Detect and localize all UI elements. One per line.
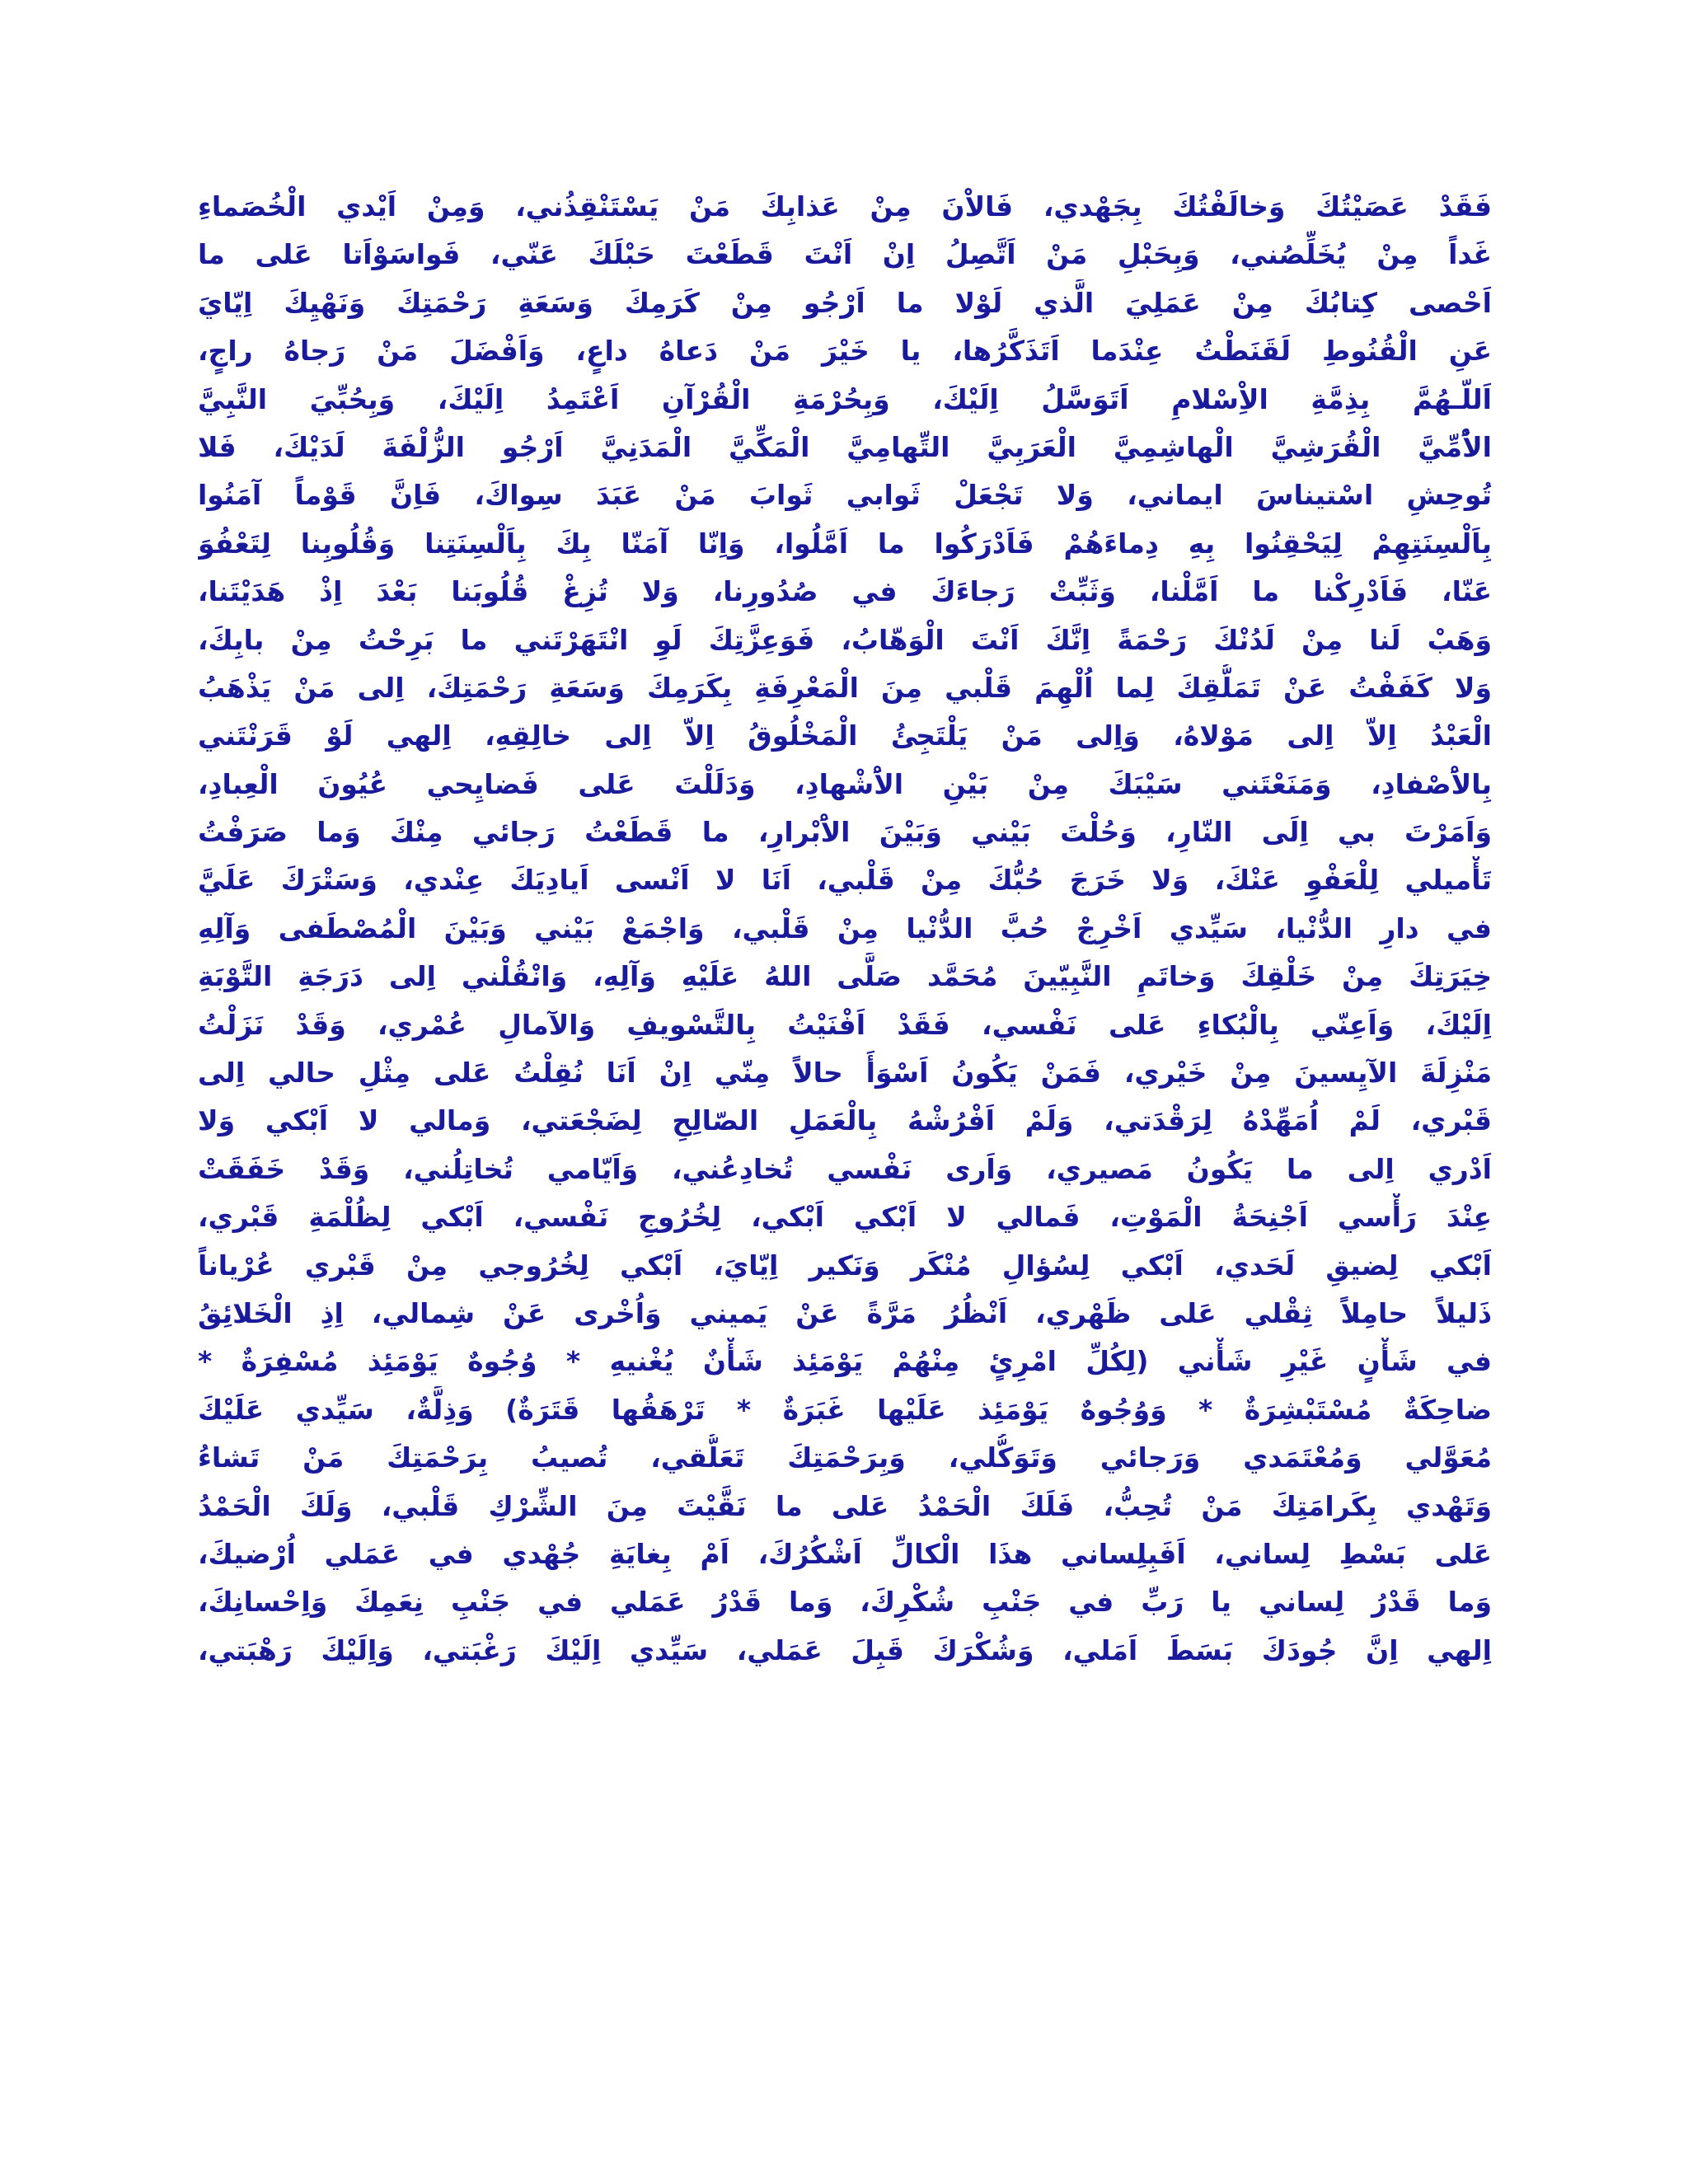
- text-line-1: فَقَدْ عَصَيْتُكَ وَخالَفْتُكَ بِجَهْدي، فَالاْنَ مِنْ عَذابِكَ مَنْ يَسْتَنْقِذُني، وَمِنْ اَيْدي الْخُصَماءِ: [198, 190, 1492, 223]
- arabic-text-block: [198, 183, 1492, 1675]
- text-line-31: اِلهي اِنَّ جُودَكَ بَسَطَ اَمَلي، وَشُكْرَكَ قَبِلَ عَمَلي، سَيِّدي اِلَيْكَ رَغْبَتي، وَاِلَيْكَ رَهْبَتي،: [198, 1633, 1492, 1666]
- text-line-11: وَلا كَفَفْتُ عَنْ تَمَلُّقِكَ لِما اُلْهِمَ قَلْبي مِنَ الْمَعْرِفَةِ بِكَرَمِكَ وَسَعَةِ رَحْمَتِكَ، اِلى مَنْ يَذْهَبُ: [198, 671, 1492, 704]
- text-line-14: وَاَمَرْتَ بي اِلَى النّارِ، وَحُلْتَ بَيْني وَبَيْنَ الاَْبْرارِ، ما قَطَعْتُ رَجائي مِنْكَ وَما صَرَفْتُ: [198, 816, 1492, 849]
- text-line-4: عَنِ الْقُنُوطِ لَقَنَطْتُ عِنْدَما اَتَذَكَّرُها، يا خَيْرَ مَنْ دَعاهُ داعٍ، وَاَفْضَلَ مَنْ رَجاهُ راجٍ،: [198, 335, 1492, 368]
- text-line-6: الاُْمِّيَّ الْقُرَشِيَّ الْهاشِمِيَّ الْعَرَبِيَّ التِّهامِيَّ الْمَكِّيَّ الْمَدَنِيَّ اَرْجُو الزُّلْفَةَ لَدَيْكَ، فَلا: [198, 430, 1492, 463]
- text-line-12: الْعَبْدُ اِلاّ اِلى مَوْلاهُ، وَاِلى مَنْ يَلْتَجِئُ الْمَخْلُوقُ اِلاّ اِلى خالِقِهِ، اِلهي لَوْ قَرَنْتَني: [198, 719, 1492, 752]
- text-line-25: في شَأْنٍ غَيْرِ شَأْني (لِكُلِّ امْرِئٍ مِنْهُمْ يَوْمَئِذ شَأْنٌ يُغْنيهِ * وُجُوهٌ يَوْمَئِذ مُسْفِرَةٌ *: [198, 1345, 1492, 1378]
- text-line-8: بِاَلْسِنَتِهِمْ لِيَحْقِنُوا بِهِ دِماءَهُمْ فَاَدْرَكُوا ما اَمَّلُوا، وَاِنّا آمَنّا بِكَ بِاَلْسِنَتِنا وَقُلُوبِنا لِتَعْفُوَ: [198, 527, 1492, 560]
- text-line-2: غَداً مِنْ يُخَلِّصُني، وَبِحَبْلِ مَنْ اَتَّصِلُ اِنْ اَنْتَ قَطَعْتَ حَبْلَكَ عَنّي، فَواسَوْاَتا عَلى ما: [198, 238, 1492, 271]
- text-line-18: اِلَيْكَ، وَاَعِنّي بِالْبُكاءِ عَلى نَفْسي، فَقَدْ اَفْنَيْتُ بِالتَّسْويفِ وَالآمالِ عُمْري، وَقَدْ نَزَلْتُ: [198, 1008, 1492, 1041]
- text-line-29: عَلى بَسْطِ لِساني، اَفَبِلِساني هذَا الْكالِّ اَشْكُرُكَ، اَمْ بِغايَةِ جُهْدي في عَمَلي اُرْضيكَ،: [198, 1537, 1492, 1570]
- text-line-15: تَأْميلي لِلْعَفْوِ عَنْكَ، وَلا خَرَجَ حُبُّكَ مِنْ قَلْبي، اَنَا لا اَنْسى اَيادِيَكَ عِنْدي، وَسَتْرَكَ عَلَيَّ: [198, 864, 1492, 897]
- text-line-5: اَللّـهُمَّ بِذِمَّةِ الاِْسْلامِ اَتَوَسَّلُ اِلَيْكَ، وَبِحُرْمَةِ الْقُرْآنِ اَعْتَمِدُ اِلَيْكَ، وَبِحُبِّيَ النَّبِيَّ: [198, 382, 1492, 415]
- text-line-30: وَما قَدْرُ لِساني يا رَبِّ في جَنْبِ شُكْرِكَ، وَما قَدْرُ عَمَلي في جَنْبِ نِعَمِكَ وَاِحْسانِكَ،: [198, 1586, 1492, 1619]
- text-line-24: ذَليلاً حامِلاً ثِقْلي عَلى ظَهْري، اَنْظُرُ مَرَّةً عَنْ يَميني وَاُخْرى عَنْ شِمالي، اِذِ الْخَلائِقُ: [198, 1296, 1492, 1329]
- text-line-27: مُعَوَّلي وَمُعْتَمَدي وَرَجائي وَتَوَكُّلي، وَبِرَحْمَتِكَ تَعَلُّقي، تُصيبُ بِرَحْمَتِكَ مَنْ تَشاءُ: [198, 1441, 1492, 1474]
- text-line-7: تُوحِشِ اسْتيناسَ ايماني، وَلا تَجْعَلْ ثَوابي ثَوابَ مَنْ عَبَدَ سِواكَ، فَاِنَّ قَوْماً آمَنُوا: [198, 479, 1492, 512]
- text-line-13: بِالاَْصْفادِ، وَمَنَعْتَني سَيْبَكَ مِنْ بَيْنِ الاَْشْهادِ، وَدَلَلْتَ عَلى فَضايِحي عُيُونَ الْعِبادِ،: [198, 767, 1492, 800]
- text-line-23: اَبْكي لِضيقِ لَحَدي، اَبْكي لِسُؤالِ مُنْكَر وَنَكير اِيّايَ، اَبْكي لِخُرُوجي مِنْ قَبْري عُرْياناً: [198, 1249, 1492, 1282]
- text-line-10: وَهَبْ لَنا مِنْ لَدُنْكَ رَحْمَةً اِنَّكَ اَنْتَ الْوَهّابُ، فَوَعِزَّتِكَ لَوِ انْتَهَرْتَني ما بَرِحْتُ مِنْ بابِكَ،: [198, 623, 1492, 656]
- text-line-21: اَدْري اِلى ما يَكُونُ مَصيري، وَاَرى نَفْسي تُخادِعُني، وَاَيّامي تُخاتِلُني، وَقَدْ خَفَقَتْ: [198, 1152, 1492, 1185]
- text-line-3: اَحْصى كِتابُكَ مِنْ عَمَلِيَ الَّذي لَوْلا ما اَرْجُو مِنْ كَرَمِكَ وَسَعَةِ رَحْمَتِكَ وَنَهْيِكَ اِيّايَ: [198, 286, 1492, 319]
- text-line-22: عِنْدَ رَأْسي اَجْنِحَةُ الْمَوْتِ، فَمالي لا اَبْكي اَبْكي، لِخُرُوجِ نَفْسي، اَبْكي لِظُلْمَةِ قَبْري،: [198, 1201, 1492, 1234]
- text-line-9: عَنّا، فَاَدْرِكْنا ما اَمَّلْنا، وَثَبِّتْ رَجاءَكَ في صُدُورِنا، وَلا تُزِغْ قُلُوبَنا بَعْدَ اِذْ هَدَيْتَنا،: [198, 575, 1492, 608]
- text-line-26: ضاحِكَةٌ مُسْتَبْشِرَةٌ * وَوُجُوهٌ يَوْمَئِذ عَلَيْها غَبَرَةٌ * تَرْهَقُها قَتَرَةٌ) وَذِلَّةٌ، سَيِّدي عَلَيْكَ: [198, 1393, 1492, 1426]
- text-line-19: مَنْزِلَةَ الآيِسينَ مِنْ خَيْري، فَمَنْ يَكُونُ اَسْوَأَ حالاً مِنّي اِنْ اَنَا نُقِلْتُ عَلى مِثْلِ حالي اِلى: [198, 1057, 1492, 1090]
- text-line-28: وَتَهْدي بِكَرامَتِكَ مَنْ تُحِبُّ، فَلَكَ الْحَمْدُ عَلى ما نَقَّيْتَ مِنَ الشِّرْكِ قَلْبي، وَلَكَ الْحَمْدُ: [198, 1489, 1492, 1522]
- text-line-20: قَبْري، لَمْ اُمَهِّدْهُ لِرَقْدَتي، وَلَمْ اَفْرُشْهُ بِالْعَمَلِ الصّالِحِ لِضَجْعَتي، وَمالي لا اَبْكي وَلا: [198, 1104, 1492, 1137]
- text-line-17: خِيَرَتِكَ مِنْ خَلْقِكَ وَخاتَمِ النَّبِيّينَ مُحَمَّد صَلَّى اللهُ عَلَيْهِ وَآلِهِ، وَانْقُلْني اِلى دَرَجَةِ التَّوْبَةِ: [198, 960, 1492, 993]
- text-line-16: في دارِ الدُّنْيا، سَيِّدي اَخْرِجْ حُبَّ الدُّنْيا مِنْ قَلْبي، وَاجْمَعْ بَيْني وَبَيْنَ الْمُصْطَفى وَآلِهِ: [198, 912, 1492, 944]
